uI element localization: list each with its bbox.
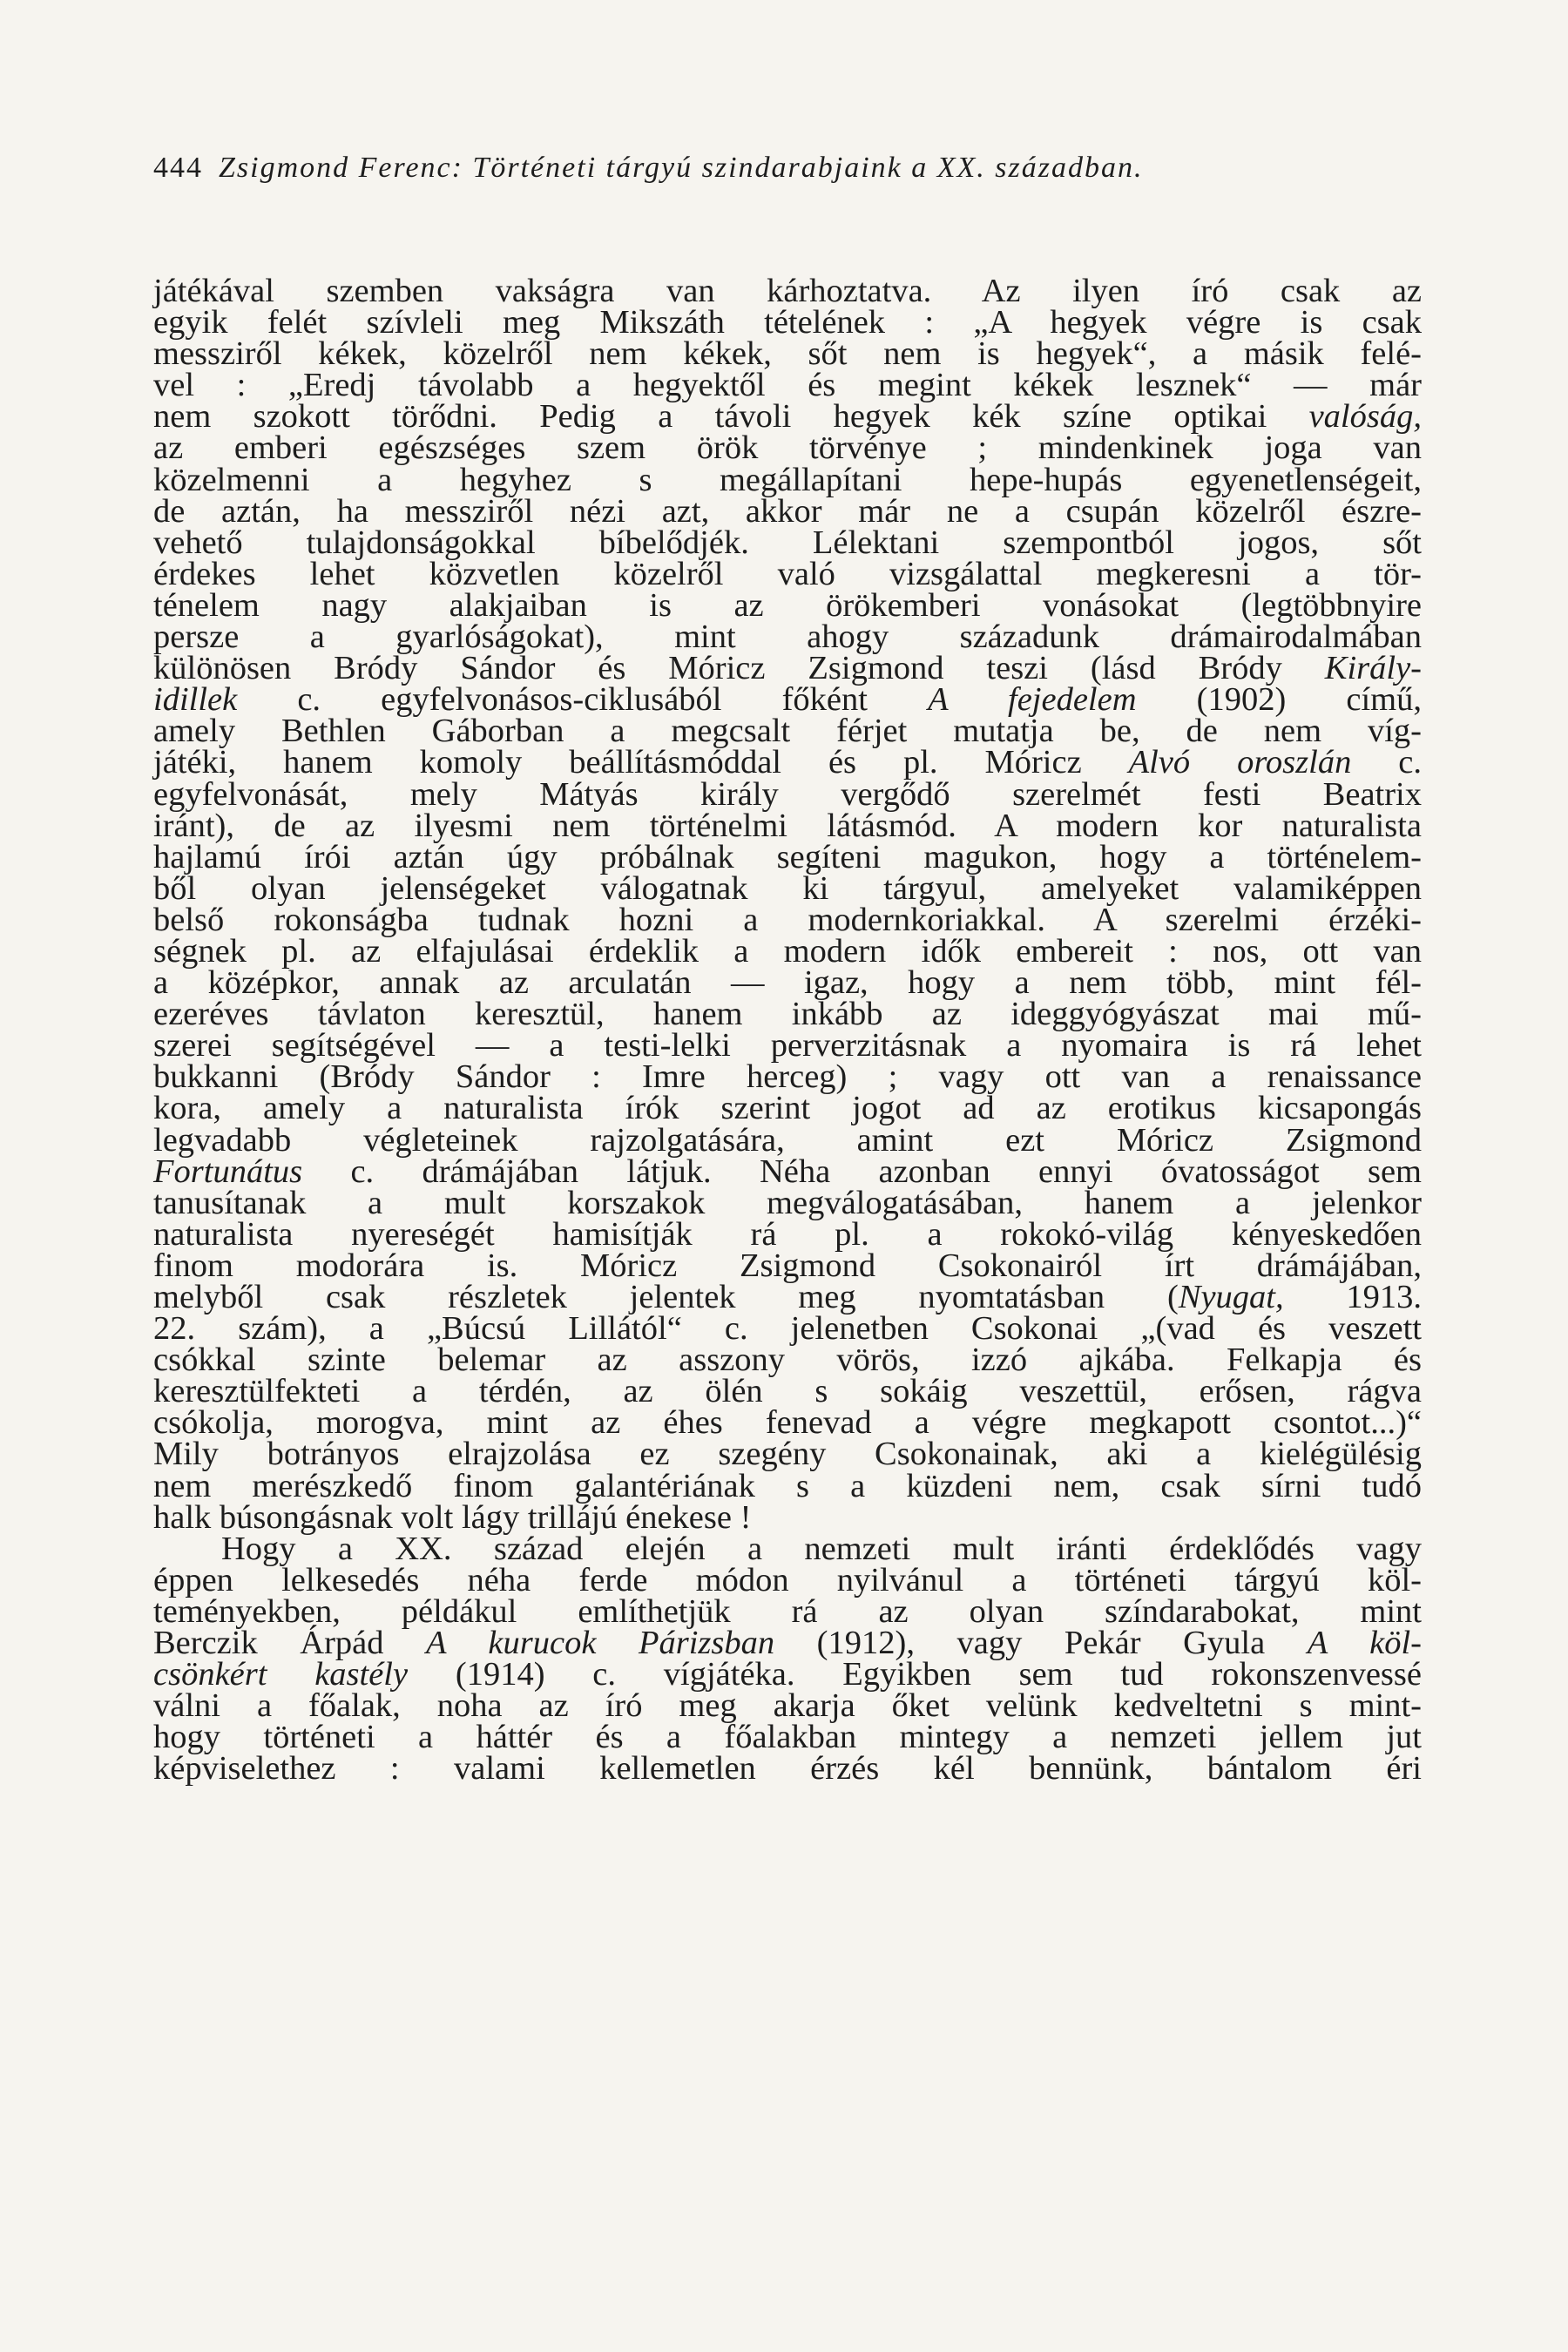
text-run: éppen lelkesedés néha ferde módon nyilvánul a történeti tárgyú köl- (153, 1561, 1422, 1598)
text-line (153, 1373, 1422, 1410)
text-line (153, 1281, 1422, 1313)
text-run: különösen Bródy Sándor és Móricz Zsigmond teszi (lásd Bródy (153, 650, 1325, 687)
text-run: vehető tulajdonságokkal bíbelődjék. Lélektani szempontból jogos, sőt (153, 524, 1422, 561)
text-run: hogy történeti a háttér és a főalakban mintegy a nemzeti jellem jut (153, 1719, 1422, 1756)
text-line (153, 1310, 1422, 1348)
text-run: Mily botrányos elrajzolása ez szegény Csokonainak, aki a kielégülésig (153, 1436, 1422, 1473)
text-run: belső rokonságba tudnak hozni a modernkoriakkal. A szerelmi érzéki- (153, 901, 1422, 938)
text-line (153, 1436, 1422, 1473)
text-line (153, 1404, 1422, 1442)
text-line (153, 807, 1422, 844)
text-run: csókolja, morogva, mint az éhes fenevad a végre megkapott csontot...)“ (153, 1404, 1422, 1442)
text-line (153, 838, 1422, 875)
text-line (153, 1342, 1422, 1379)
italic-text-run: Nyugat, (1178, 1279, 1284, 1315)
text-line (153, 775, 1422, 813)
text-run: egyik felét szívleli meg Mikszáth tételének : „A hegyek végre is csak (153, 304, 1422, 341)
text-line (153, 1247, 1422, 1284)
text-line (153, 1530, 1422, 1567)
text-line (153, 681, 1422, 719)
running-head (153, 148, 1434, 188)
text-run: (1902) című, (1136, 681, 1422, 719)
text-run: nem merészkedő finom galantériának s a küzdeni nem, csak sírni tudó (153, 1467, 1422, 1504)
text-run: (1912), vagy Pekár Gyula (774, 1625, 1308, 1662)
text-line (153, 335, 1422, 373)
text-run: (1914) c. vígjátéka. Egyikben sem tud rokonszenvessé (408, 1656, 1422, 1693)
text-line (153, 1467, 1422, 1504)
text-line (153, 1152, 1422, 1190)
text-line (153, 1592, 1422, 1630)
text-line (153, 275, 1422, 307)
text-line (153, 1184, 1422, 1221)
italic-text-run: valóság, (1308, 398, 1422, 436)
text-line (153, 398, 1422, 436)
text-line (153, 1750, 1422, 1788)
italic-text-run: idillek (153, 681, 238, 719)
text-line (153, 901, 1422, 938)
text-run: hajlamú írói aztán úgy próbálnak segíteni magukon, hogy a történelem- (153, 838, 1422, 875)
running-title: Zsigmond Ferenc: Történeti tárgyú szindarabjaink a XX. században. (219, 152, 1144, 184)
text-line (153, 555, 1422, 592)
text-run: a középkor, annak az arculatán — igaz, hogy a nem több, mint fél- (153, 964, 1422, 1002)
text-line (153, 1656, 1422, 1693)
italic-text-run: Alvó oroszlán (1128, 744, 1352, 781)
text-run: játéki, hanem komoly beállításmóddal és pl. Móricz (153, 744, 1129, 781)
italic-text-run: A köl- (1307, 1625, 1422, 1662)
text-run: ségnek pl. az elfajulásai érdeklik a modern idők embereit : nos, ott van (153, 932, 1422, 970)
text-line (153, 618, 1422, 656)
text-line (153, 1687, 1422, 1725)
text-run: ténelem nagy alakjaiban is az örökemberi vonásokat (legtöbbnyire (153, 586, 1422, 624)
text-line (153, 1121, 1422, 1159)
text-line (153, 492, 1422, 530)
text-run: nem szokott törődni. Pedig a távoli hegyek kék színe optikai (153, 398, 1309, 436)
text-run: egyfelvonását, mely Mátyás király vergődő szerelmét festi Beatrix (153, 775, 1422, 813)
text-line (153, 932, 1422, 970)
text-line (153, 586, 1422, 624)
text-run: Berczik Árpád (153, 1625, 427, 1662)
text-line (153, 996, 1422, 1033)
text-line (153, 1058, 1422, 1096)
text-run: keresztülfekteti a térdén, az ölén s sokáig veszettül, erősen, rágva (153, 1373, 1422, 1410)
text-run: legvadabb végleteinek rajzolgatására, amint ezt Móricz Zsigmond (153, 1121, 1422, 1159)
text-run: teményekben, példákul említhetjük rá az olyan színdarabokat, mint (153, 1592, 1422, 1630)
text-run: messziről kékek, közelről nem kékek, sőt nem is hegyek“, a másik felé- (153, 335, 1422, 373)
italic-text-run: csönkért kastély (153, 1656, 409, 1693)
text-run: de aztán, ha messziről nézi azt, akkor már ne a csupán közelről észre- (153, 492, 1422, 530)
text-run: közelmenni a hegyhez s megállapítani hepe-hupás egyenetlenségeit, (153, 461, 1422, 498)
italic-text-run: A fejedelem (928, 681, 1137, 719)
text-line (153, 713, 1422, 750)
text-run: játékával szemben vakságra van kárhoztatva. Az ilyen író csak az (153, 273, 1422, 309)
text-line (153, 1625, 1422, 1662)
text-run: szerei segítségével — a testi-lelki perverzitásnak a nyomaira is rá lehet (153, 1027, 1422, 1064)
text-run: 22. szám), a „Búcsú Lillától“ c. jelenetben Csokonai „(vad és veszett (153, 1310, 1422, 1348)
text-line (153, 524, 1422, 561)
text-line (153, 869, 1422, 907)
text-run: melyből csak részletek jelentek meg nyomtatásban ( (153, 1279, 1179, 1315)
text-run: finom modorára is. Móricz Zsigmond Csokonairól írt drámájában, (153, 1247, 1422, 1284)
text-line (153, 650, 1422, 687)
text-run: naturalista nyereségét hamisítják rá pl. a rokokó-világ kényeskedően (153, 1215, 1422, 1253)
text-line (153, 429, 1422, 467)
text-line (153, 1719, 1422, 1756)
text-run: iránt), de az ilyesmi nem történelmi látásmód. A modern kor naturalista (153, 807, 1422, 844)
text-run: képviselethez : valami kellemetlen érzés kél bennünk, bántalom éri (153, 1750, 1422, 1788)
text-line (153, 461, 1422, 498)
text-run: c. egyfelvonásos-ciklusából főként (237, 681, 929, 719)
text-run: válni a főalak, noha az író meg akarja őket velünk kedveltetni s mint- (153, 1687, 1422, 1725)
text-run: vel : „Eredj távolabb a hegyektől és megint kékek lesznek“ — már (153, 367, 1422, 404)
text-run: ezeréves távlaton keresztül, hanem inkább az ideggyógyászat mai mű- (153, 996, 1422, 1033)
italic-text-run: Fortunátus (153, 1152, 303, 1190)
text-line (153, 964, 1422, 1002)
italic-text-run: A kurucok Párizsban (426, 1625, 775, 1662)
text-line (153, 304, 1422, 341)
text-run: ből olyan jelenségeket válogatnak ki tárgyul, amelyeket valamiképpen (153, 869, 1422, 907)
text-line (153, 1027, 1422, 1064)
text-line (153, 367, 1422, 404)
text-run: halk búsongásnak volt lágy trillájú énekese ! (153, 1498, 752, 1536)
text-line (153, 1090, 1422, 1127)
text-run: tanusítanak a mult korszakok megválogatásában, hanem a jelenkor (153, 1184, 1422, 1221)
page-number: 444 (153, 152, 203, 184)
text-line (153, 1498, 1422, 1536)
text-run: Hogy a XX. század elején a nemzeti mult iránti érdeklődés vagy (221, 1530, 1422, 1567)
text-line (153, 744, 1422, 781)
text-run: bukkanni (Bródy Sándor : Imre herceg) ; vagy ott van a renaissance (153, 1058, 1422, 1096)
text-run: amely Bethlen Gáborban a megcsalt férjet mutatja be, de nem víg- (153, 713, 1422, 750)
text-line (153, 1215, 1422, 1253)
text-run: c. (1351, 744, 1422, 781)
text-run: persze a gyarlóságokat), mint ahogy századunk drámairodalmában (153, 618, 1422, 656)
text-run: csókkal szinte belemar az asszony vörös, izzó ajkába. Felkapja és (153, 1342, 1422, 1379)
text-run: kora, amely a naturalista írók szerint jogot ad az erotikus kicsapongás (153, 1090, 1422, 1127)
text-run: c. drámájában látjuk. Néha azonban ennyi óvatosságot sem (302, 1152, 1422, 1190)
text-run: az emberi egészséges szem örök törvénye ; mindenkinek joga van (153, 429, 1422, 467)
text-run: érdekes lehet közvetlen közelről való vizsgálattal megkeresni a tör- (153, 555, 1422, 592)
italic-text-run: Király- (1324, 650, 1422, 687)
body-text (153, 273, 1422, 1788)
text-line (153, 1561, 1422, 1598)
text-run: 1913. (1283, 1279, 1422, 1315)
